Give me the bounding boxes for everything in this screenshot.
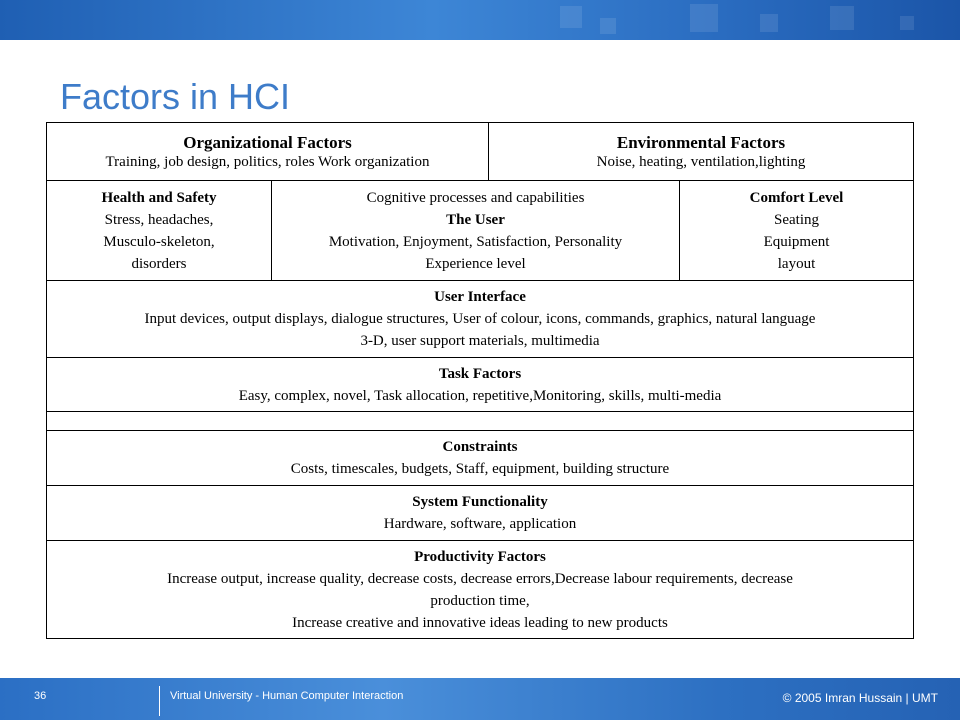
organizational-factors-cell	[47, 123, 489, 181]
user-interface-cell	[47, 281, 914, 358]
comfort-level-line: Seating	[774, 211, 819, 228]
productivity-factors-heading: Productivity Factors	[414, 548, 546, 565]
system-functionality-heading: System Functionality	[412, 494, 548, 510]
table-row	[47, 431, 914, 486]
health-safety-line: Stress, headaches,	[104, 211, 214, 228]
table-row	[47, 281, 914, 358]
table-row	[47, 181, 914, 281]
constraints-text: Costs, timescales, budgets, Staff, equipment, building structure	[290, 461, 670, 477]
user-heading: The User	[446, 211, 505, 228]
factors-table	[46, 122, 914, 639]
top-banner	[0, 0, 960, 40]
copyright-label: © 2005 Imran Hussain | UMT	[782, 691, 938, 705]
system-functionality-text: Hardware, software, application	[383, 516, 577, 532]
table-row	[47, 541, 914, 639]
table-row	[47, 123, 914, 181]
comfort-level-line: layout	[777, 255, 816, 272]
user-line: Cognitive processes and capabilities	[366, 189, 585, 206]
comfort-level-line: Equipment	[763, 233, 830, 250]
footer-bar	[0, 678, 960, 720]
user-interface-heading: User Interface	[434, 289, 526, 305]
user-cell	[272, 181, 680, 281]
health-safety-cell	[47, 181, 272, 281]
course-label: Virtual University - Human Computer Interaction	[170, 690, 404, 702]
page-number: 36	[34, 690, 47, 702]
productivity-factors-cell	[47, 541, 914, 639]
task-factors-cell	[47, 358, 914, 412]
decorative-square	[560, 6, 582, 28]
decorative-square	[690, 4, 718, 32]
table-row	[47, 358, 914, 412]
productivity-factors-line: Increase output, increase quality, decrease costs, decrease errors,Decrease labour requirements, decrease	[167, 570, 793, 587]
user-interface-line: 3-D, user support materials, multimedia	[360, 333, 600, 349]
environmental-factors-text: Noise, heating, ventilation,lighting	[596, 153, 806, 170]
decorative-square	[600, 18, 616, 34]
table-row	[47, 412, 914, 431]
task-factors-heading: Task Factors	[438, 365, 522, 382]
environmental-factors-cell	[489, 123, 914, 181]
empty-cell	[47, 412, 914, 431]
comfort-level-cell	[680, 181, 914, 281]
organizational-factors-heading: Organizational Factors	[183, 132, 352, 152]
footer-divider	[159, 686, 160, 716]
task-factors-text: Easy, complex, novel, Task allocation, repetitive,Monitoring, skills, multi-media	[238, 387, 722, 404]
constraints-cell	[47, 431, 914, 486]
productivity-factors-line: Increase creative and innovative ideas leading to new products	[292, 614, 668, 631]
health-safety-line: Musculo-skeleton,	[103, 233, 215, 250]
table-row	[47, 486, 914, 541]
user-line: Motivation, Enjoyment, Satisfaction, Personality	[328, 233, 623, 250]
decorative-square	[900, 16, 914, 30]
decorative-square	[760, 14, 778, 32]
environmental-factors-heading: Environmental Factors	[616, 132, 786, 152]
productivity-factors-line: production time,	[430, 592, 530, 609]
decorative-square	[830, 6, 854, 30]
organizational-factors-text: Training, job design, politics, roles Work organization	[105, 153, 430, 170]
constraints-heading: Constraints	[442, 439, 518, 455]
user-line: Experience level	[425, 255, 526, 272]
comfort-level-heading: Comfort Level	[749, 189, 844, 206]
slide-title: Factors in HCI	[60, 76, 291, 117]
system-functionality-cell	[47, 486, 914, 541]
user-interface-line: Input devices, output displays, dialogue structures, User of colour, icons, commands, graphics, natural language	[144, 311, 816, 327]
health-safety-line: disorders	[131, 255, 187, 272]
health-safety-heading: Health and Safety	[101, 189, 217, 206]
